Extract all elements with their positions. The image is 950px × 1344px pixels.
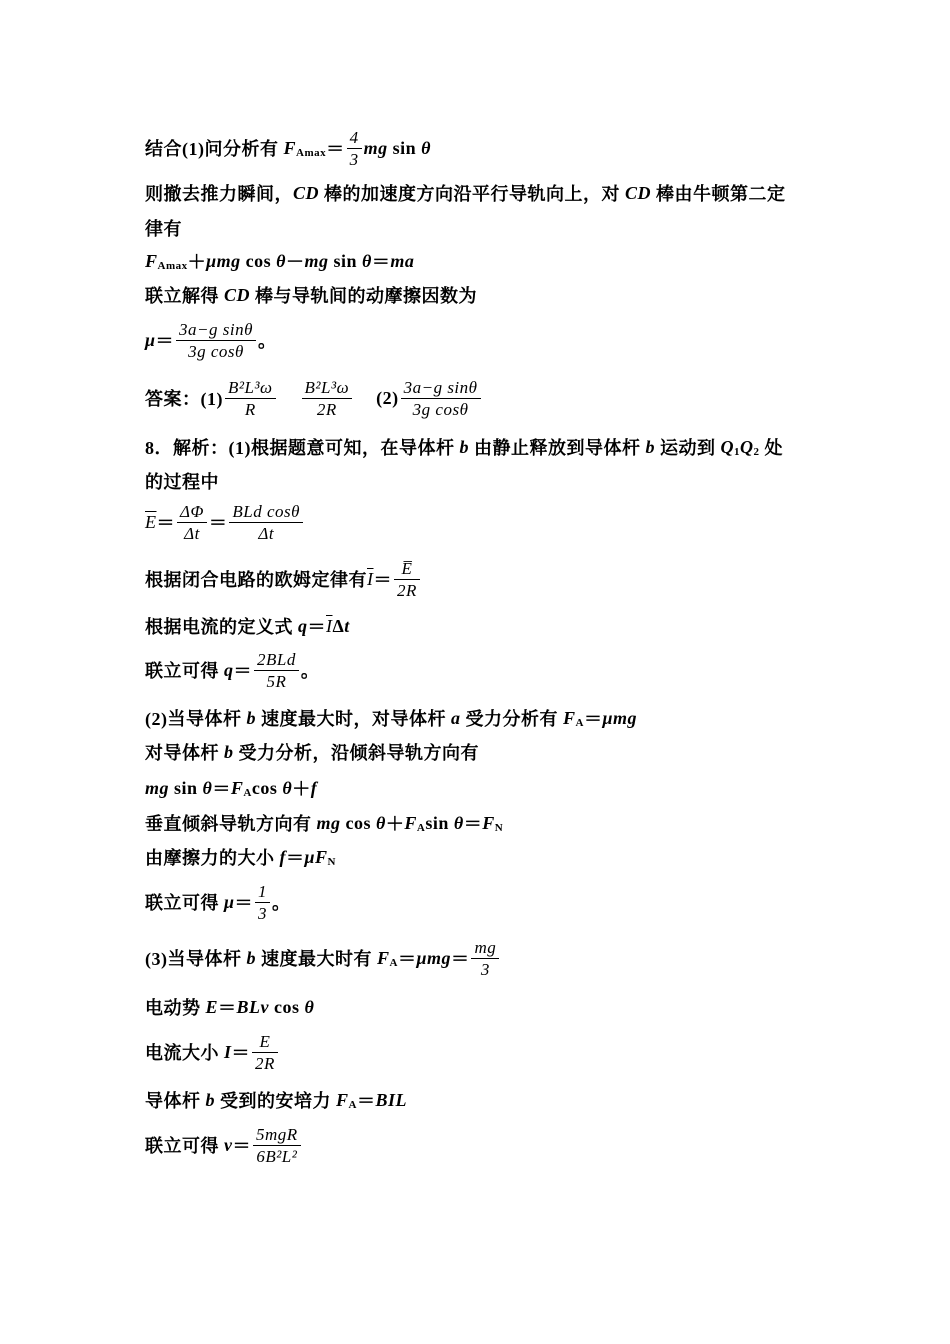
fraction-numerator: 3a−g sinθ	[403, 377, 478, 397]
text: ＝	[326, 139, 345, 159]
text-line	[145, 461, 219, 501]
math-variable: CD	[625, 182, 652, 203]
math-variable: μ	[145, 329, 156, 350]
math-variable: F	[336, 1089, 349, 1110]
fraction	[347, 127, 362, 170]
text: ＝	[286, 848, 305, 868]
text: ＝	[233, 661, 252, 681]
fraction-numerator: ΔΦ	[180, 501, 204, 521]
text: ＝	[155, 331, 175, 351]
fraction	[302, 377, 353, 420]
math-variable: θ	[453, 812, 464, 833]
math-variable: v	[224, 1134, 233, 1155]
fraction-denominator: 2R	[252, 1052, 278, 1074]
text: 受力分析有	[460, 709, 563, 729]
text: 棒的加速度方向沿平行导轨向上，对	[319, 184, 626, 204]
overlined-variable: $\overline{I}$	[326, 615, 333, 636]
fraction-numerator: 2BLd	[257, 649, 296, 669]
subscript: A	[389, 957, 398, 969]
text: ＋	[385, 814, 405, 834]
fraction-denominator: 3g cosθ	[401, 398, 481, 420]
text: 速度最大时，对导体杆	[256, 709, 451, 729]
subscript: A	[416, 822, 426, 834]
math-variable: F	[230, 777, 244, 798]
text: 由摩擦力的大小	[145, 848, 280, 868]
text: ＝	[156, 513, 175, 533]
text: 律有	[145, 219, 182, 239]
text-line	[145, 938, 501, 978]
fraction	[225, 377, 276, 420]
text: cos	[340, 812, 377, 833]
text-line	[145, 173, 786, 213]
text: ＝	[356, 1091, 376, 1111]
fraction-denominator: Δt	[229, 522, 303, 544]
fraction-denominator: 3g cosθ	[176, 340, 256, 362]
math-variable: μmg	[416, 947, 451, 968]
text-line	[145, 768, 317, 808]
math-variable: μmg	[206, 250, 241, 271]
fraction	[252, 1031, 278, 1074]
fraction	[471, 937, 499, 980]
math-variable: CD	[224, 284, 251, 305]
text: sin	[425, 812, 454, 833]
math-variable: q	[298, 615, 308, 636]
text: ＝	[450, 949, 470, 969]
text: (3)当导体杆	[145, 949, 247, 969]
text: ＋	[292, 779, 311, 799]
math-variable: F	[283, 137, 297, 158]
math-variable: Q	[740, 436, 754, 457]
text-line	[145, 1125, 303, 1165]
text: 8．解析：(1)根据题意可知，在导体杆	[145, 438, 460, 458]
text-line	[145, 882, 291, 922]
text: 运动到	[655, 438, 721, 458]
subscript: Amax	[157, 260, 188, 272]
text: ＝	[463, 814, 483, 834]
text: 电动势	[145, 998, 206, 1018]
text-line	[145, 427, 783, 467]
text: 对导体杆	[145, 743, 224, 763]
math-variable: b	[459, 436, 469, 457]
math-variable: CD	[293, 182, 320, 203]
text: ＝	[208, 513, 228, 533]
text: cos	[251, 777, 283, 798]
text-line	[145, 837, 336, 877]
text: sin	[387, 137, 422, 158]
math-variable: f	[279, 846, 286, 867]
text: ＝	[232, 1136, 251, 1156]
text: 受力分析，沿倾斜导轨方向有	[233, 743, 479, 763]
fraction-denominator: 3	[471, 958, 499, 980]
text: 答案：(1)	[145, 389, 223, 409]
text: 速度最大时有	[256, 949, 377, 969]
text-line	[145, 606, 350, 646]
text: ＝	[234, 893, 254, 913]
math-variable: q	[224, 659, 234, 680]
math-variable: F	[145, 250, 158, 271]
fraction-denominator: 5R	[254, 670, 299, 692]
math-variable: F	[563, 707, 576, 728]
fraction	[229, 501, 303, 544]
text-line	[145, 1032, 280, 1072]
text: sin	[169, 777, 203, 798]
fraction-denominator: 3	[347, 148, 362, 170]
text: 电流大小	[145, 1043, 224, 1063]
math-variable: mg	[363, 137, 388, 158]
math-variable: μF	[304, 846, 328, 867]
text: 棒由牛顿第二定	[651, 184, 786, 204]
text: ＝	[371, 252, 391, 272]
text: ＝	[583, 709, 603, 729]
text: cos	[269, 996, 305, 1017]
text: 。	[300, 661, 320, 681]
fraction-denominator: 2R	[302, 398, 353, 420]
fraction	[394, 558, 420, 601]
subscript: 1	[734, 446, 740, 458]
math-variable: μmg	[602, 707, 637, 728]
text-line	[145, 502, 305, 542]
math-variable: mg	[304, 250, 329, 271]
text: 根据电流的定义式	[145, 617, 298, 637]
subscript: A	[575, 717, 584, 729]
text: 。	[272, 893, 291, 913]
fraction-numerator: 1	[258, 881, 268, 901]
math-variable: f	[310, 777, 318, 798]
text: －	[285, 252, 305, 272]
fraction-denominator: 6B²L²	[253, 1145, 301, 1167]
subscript: 2	[753, 446, 760, 458]
fraction-numerator: B²L³ω	[304, 377, 350, 397]
text: ＝	[373, 570, 392, 590]
text-line	[145, 732, 479, 772]
fraction-numerator: mg	[474, 937, 497, 957]
math-variable: F	[377, 947, 390, 968]
text: 棒与导轨间的动摩擦因数为	[250, 286, 478, 306]
text: ＝	[231, 1043, 251, 1063]
text: 联立可得	[145, 893, 224, 913]
math-variable: b	[246, 707, 256, 728]
text-line	[145, 1080, 407, 1120]
fraction-denominator: 2R	[394, 579, 420, 601]
math-variable: BIL	[375, 1089, 407, 1110]
fraction-numerator: 4	[349, 127, 359, 147]
text: 联立解得	[145, 286, 224, 306]
text-line	[145, 128, 431, 168]
subscript: N	[494, 822, 504, 834]
math-variable: μ	[224, 891, 235, 912]
text-line	[145, 378, 483, 418]
text: 受到的安培力	[215, 1091, 336, 1111]
text: 。	[257, 331, 277, 351]
fraction-numerator: BLd cosθ	[232, 501, 301, 521]
text-line	[145, 559, 422, 599]
fraction-denominator: R	[225, 398, 276, 420]
math-variable: ma	[390, 250, 415, 271]
fraction	[254, 649, 299, 692]
text: sin	[328, 250, 363, 271]
math-variable: BLv	[236, 996, 270, 1017]
overlined-variable: $\overline{I}$	[367, 568, 374, 589]
math-variable: F	[404, 812, 417, 833]
text-line	[145, 320, 276, 360]
text: ＝	[397, 949, 417, 969]
math-variable: θ	[276, 250, 286, 271]
fraction	[253, 1124, 301, 1167]
text: 结合(1)问分析有	[145, 139, 284, 159]
fraction-denominator: Δt	[177, 522, 207, 544]
text: 的过程中	[145, 472, 219, 492]
math-variable: θ	[421, 137, 432, 158]
text-line	[145, 275, 477, 315]
text: 垂直倾斜导轨方向有	[145, 814, 317, 834]
math-variable: θ	[304, 996, 315, 1017]
math-variable: t	[344, 615, 350, 636]
text: 则撤去推力瞬间，	[145, 184, 293, 204]
text: ＝	[307, 617, 326, 637]
math-variable: a	[451, 707, 461, 728]
math-variable: Q	[720, 436, 734, 457]
text-line	[145, 650, 319, 690]
fraction-numerator: B²L³ω	[228, 377, 273, 397]
subscript: A	[348, 1099, 357, 1111]
fraction	[255, 881, 270, 924]
text: 联立可得	[145, 661, 224, 681]
math-variable: E	[205, 996, 219, 1017]
text: 根据闭合电路的欧姆定律有	[145, 570, 367, 590]
math-variable: mg	[316, 812, 341, 833]
text: (2)	[376, 387, 399, 408]
text: 联立可得	[145, 1136, 224, 1156]
fraction	[177, 501, 207, 544]
math-variable: I	[224, 1041, 232, 1062]
subscript: N	[327, 856, 336, 868]
text: 由静止释放到导体杆	[469, 438, 646, 458]
fraction-denominator: 3	[255, 902, 270, 924]
overlined-variable: $\overline{E}$	[145, 511, 157, 532]
math-variable: mg	[145, 777, 170, 798]
text: 处	[759, 438, 783, 458]
math-variable: θ	[202, 777, 213, 798]
text: Δ	[332, 615, 345, 636]
fraction	[176, 319, 256, 362]
text: cos	[240, 250, 277, 271]
math-variable: θ	[282, 777, 293, 798]
math-variable: F	[482, 812, 495, 833]
fraction-numerator: 5mgR	[256, 1124, 298, 1144]
math-variable: b	[645, 436, 655, 457]
math-variable: b	[205, 1089, 215, 1110]
fraction-numerator: E	[259, 1031, 271, 1051]
text: 导体杆	[145, 1091, 206, 1111]
text: (2)当导体杆	[145, 709, 247, 729]
math-variable: b	[246, 947, 256, 968]
text: ＝	[218, 998, 237, 1018]
math-variable: θ	[362, 250, 372, 271]
subscript: A	[243, 787, 252, 799]
math-variable: θ	[376, 812, 386, 833]
text: ＝	[212, 779, 231, 799]
text-line	[145, 987, 314, 1027]
fraction-numerator: E̅	[401, 558, 413, 578]
text: ＋	[187, 252, 207, 272]
fraction-numerator: 3a−g sinθ	[179, 319, 253, 339]
math-variable: b	[224, 741, 234, 762]
subscript: Amax	[296, 147, 327, 159]
fraction	[401, 377, 481, 420]
